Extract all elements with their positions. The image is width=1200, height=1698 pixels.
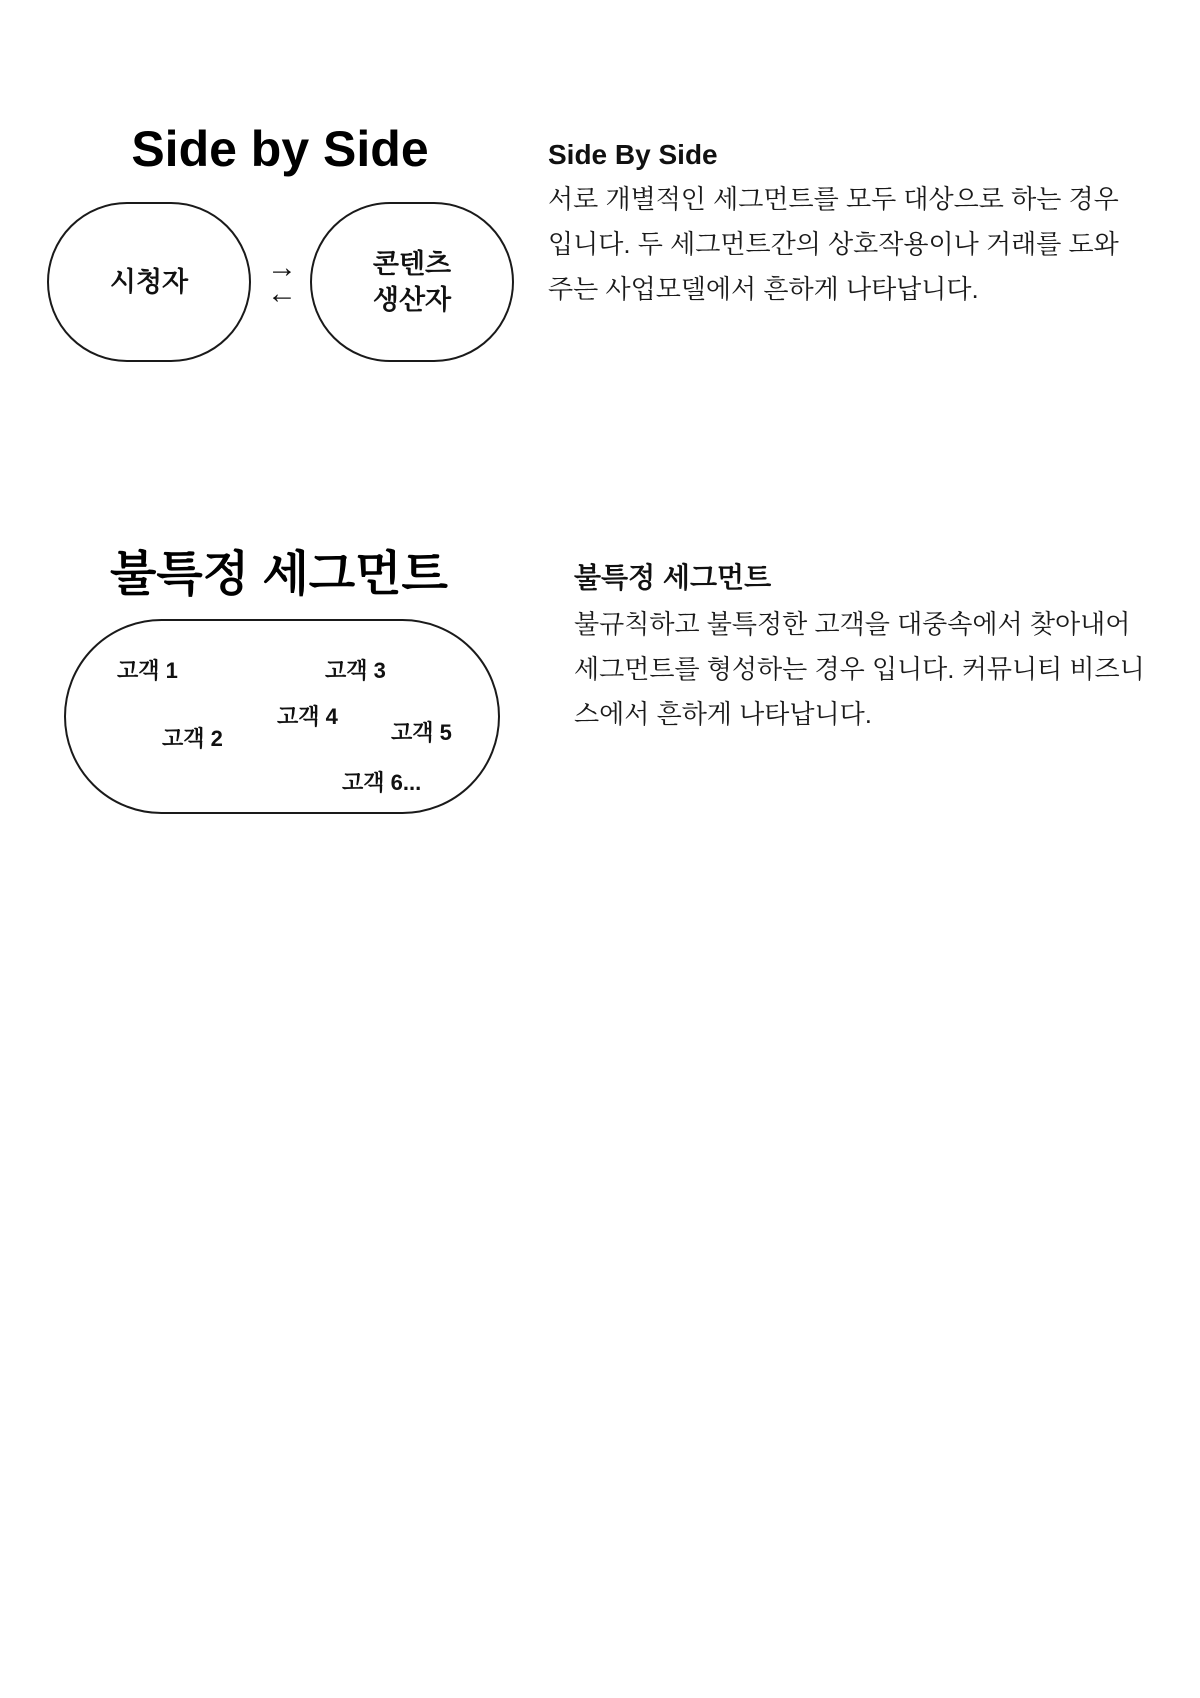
viewer-node [47, 202, 251, 362]
side-by-side-desc-body: 서로 개별적인 세그먼트를 모두 대상으로 하는 경우 입니다. 두 세그먼트간의 상호작용이나 거래를 도와주는 사업모델에서 흔하게 나타납니다. [548, 184, 1119, 304]
unspecified-segment-description [574, 556, 1154, 737]
customer-label-5: 고객 5 [391, 720, 452, 745]
side-by-side-desc-title: Side By Side [548, 139, 718, 170]
content-creator-node-label: 콘텐츠 생산자 [372, 248, 452, 315]
customer-label-1: 고객 1 [117, 658, 178, 683]
unspecified-segment-desc-body: 불규칙하고 불특정한 고객을 대중속에서 찾아내어 세그먼트를 형성하는 경우 입니다. 커뮤니티 비즈니스에서 흔하게 나타납니다. [574, 609, 1145, 729]
side-by-side-description [548, 139, 1128, 312]
side-by-side-diagram-title: Side by Side [131, 121, 429, 177]
arrow-right-icon: → [267, 251, 297, 284]
customer-label-6: 고객 6... [342, 770, 422, 795]
unspecified-segment-diagram-title: 불특정 세그먼트 [110, 548, 448, 601]
unspecified-segment-desc-title: 불특정 세그먼트 [574, 562, 772, 593]
viewer-node-label: 시청자 [109, 266, 189, 297]
bidirectional-arrows [259, 252, 305, 310]
content-creator-node [310, 202, 514, 362]
customer-label-4: 고객 4 [277, 704, 338, 729]
customer-label-2: 고객 2 [162, 726, 223, 751]
customer-label-3: 고객 3 [325, 658, 386, 683]
arrow-left-icon: ← [267, 277, 297, 310]
